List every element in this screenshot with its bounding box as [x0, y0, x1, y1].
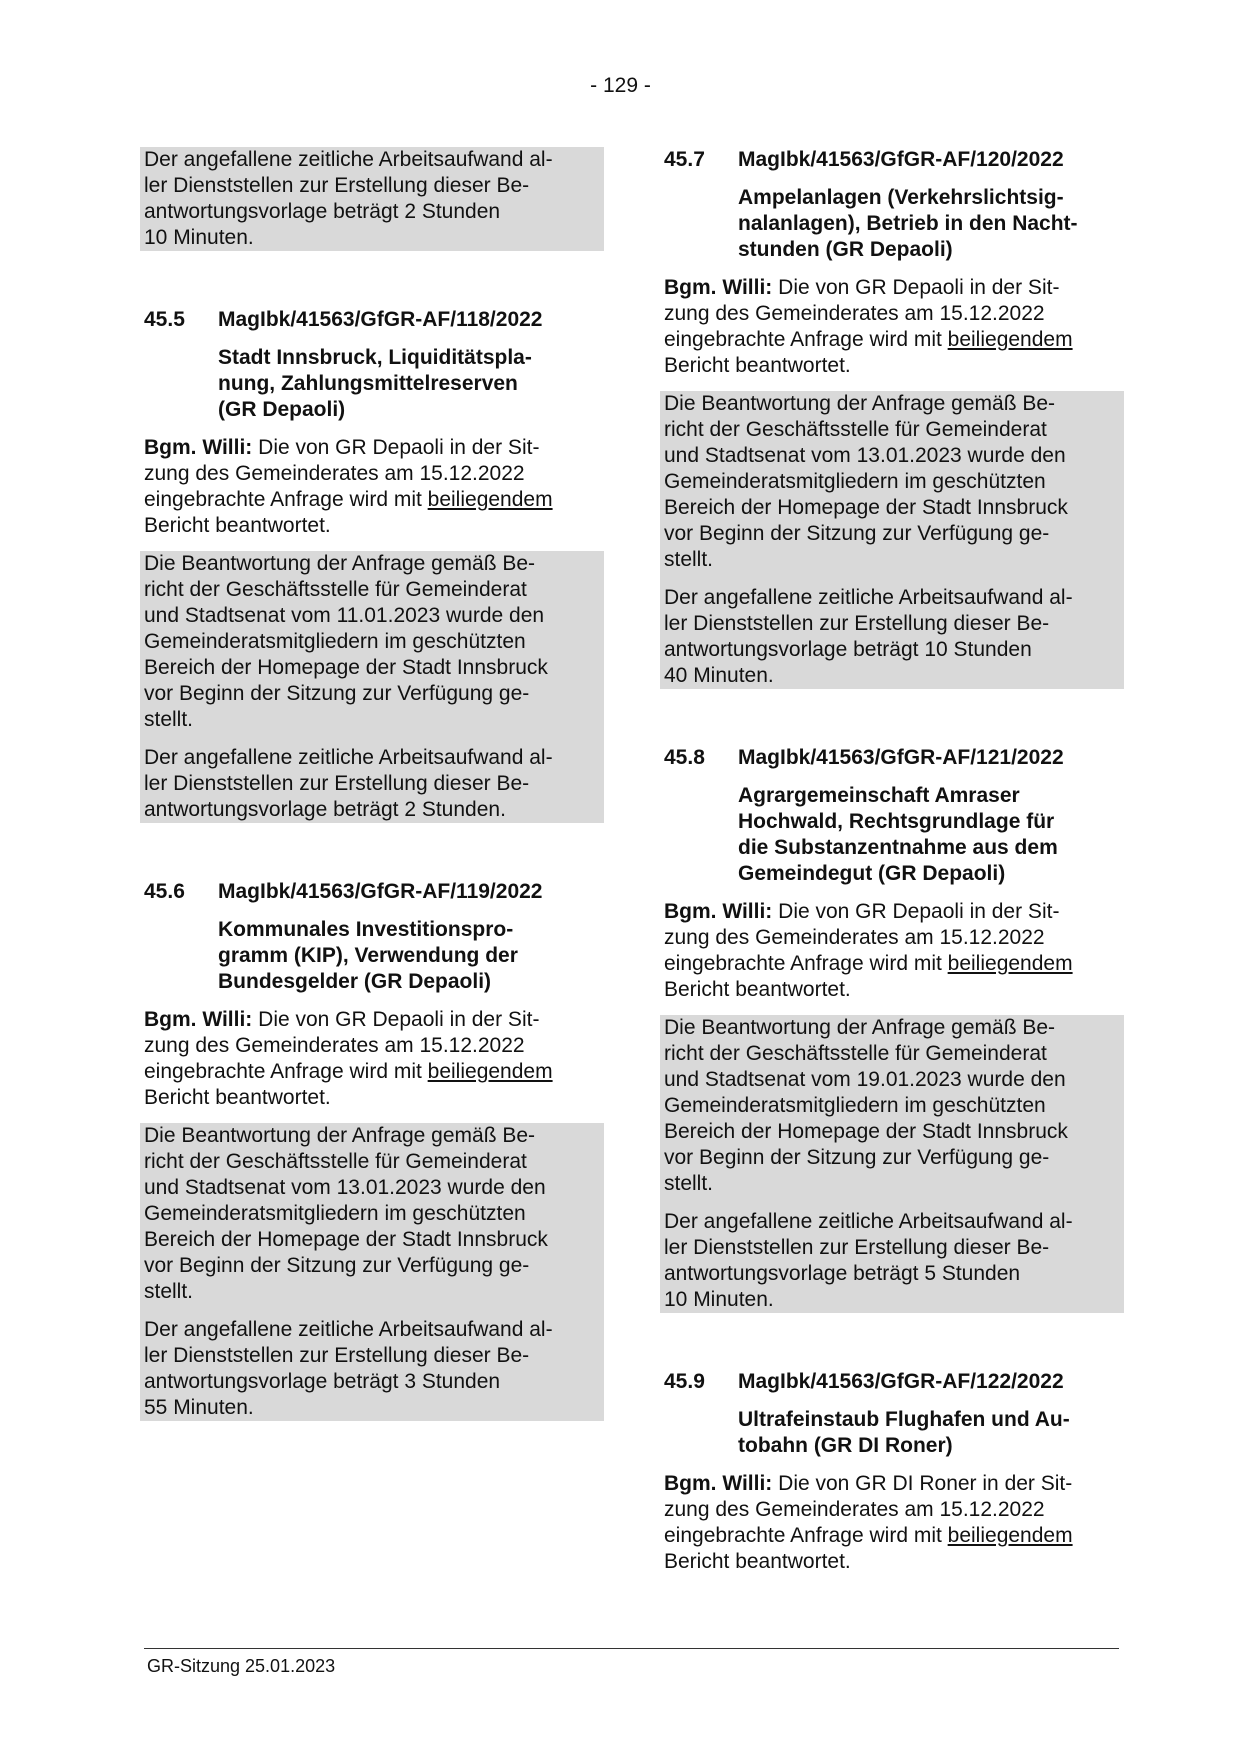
section-title: Ampelanlagen (Verkehrslichtsig- nalanlagen), Betrieb in den Nacht- stunden (GR Depaoli) [738, 186, 1078, 261]
section-effort: Der angefallene zeitliche Arbeitsaufwand al- ler Dienststellen zur Erstellung dieser Be- antwortungsvorlage beträgt 10 Stunden 40 Minuten. [664, 586, 1073, 687]
section-heading [664, 147, 1120, 173]
speaker-label: Bgm. Willi: [664, 1472, 773, 1495]
section-number: 45.5 [144, 308, 185, 331]
section-number: 45.8 [664, 746, 705, 769]
response-text-b: Bericht beantwortet. [144, 1086, 331, 1109]
attachment-link[interactable]: beiliegendem [427, 1060, 553, 1083]
section-note-block [140, 551, 604, 823]
footer-text: GR-Sitzung 25.01.2023 [147, 1656, 336, 1676]
section-note: Die Beantwortung der Anfrage gemäß Be- richt der Geschäftsstelle für Gemeinderat und Stadtsenat vom 13.01.2023 wurde den Gemeinderatsmitgliedern im geschützten Bereich der Homepage der Stadt Innsbruck vor Beginn der Sitzung zur Verfügung ge- stellt. [144, 1124, 548, 1303]
section-note-block [660, 1015, 1124, 1313]
response-text-b: Bericht beantwortet. [664, 354, 851, 377]
section-number: 45.7 [664, 148, 705, 171]
response-text-a: Die von GR DI Roner in der Sit- zung des Gemeinderates am 15.12.2022 eingebrachte Anfrage wird mit [664, 1472, 1073, 1547]
footer-divider [144, 1648, 1119, 1649]
section-response [140, 435, 600, 539]
left-column [144, 147, 600, 1421]
speaker-label: Bgm. Willi: [664, 900, 773, 923]
speaker-label: Bgm. Willi: [664, 276, 773, 299]
response-text-b: Bericht beantwortet. [144, 514, 331, 537]
section-note: Die Beantwortung der Anfrage gemäß Be- richt der Geschäftsstelle für Gemeinderat und Stadtsenat vom 19.01.2023 wurde den Gemeinderatsmitgliedern im geschützten Bereich der Homepage der Stadt Innsbruck vor Beginn der Sitzung zur Verfügung ge- stellt. [664, 1016, 1068, 1195]
section-45-8 [664, 745, 1120, 1313]
section-heading [664, 745, 1120, 771]
attachment-link[interactable]: beiliegendem [947, 1524, 1073, 1547]
lead-effort-block [140, 147, 604, 251]
section-45-7 [664, 147, 1120, 689]
section-note: Die Beantwortung der Anfrage gemäß Be- richt der Geschäftsstelle für Gemeinderat und Stadtsenat vom 11.01.2023 wurde den Gemeinderatsmitgliedern im geschützten Bereich der Homepage der Stadt Innsbruck vor Beginn der Sitzung zur Verfügung ge- stellt. [144, 552, 548, 731]
section-code: MagIbk/41563/GfGR-AF/119/2022 [218, 880, 543, 903]
page-number: - 129 - [590, 74, 651, 97]
section-note: Die Beantwortung der Anfrage gemäß Be- richt der Geschäftsstelle für Gemeinderat und Stadtsenat vom 13.01.2023 wurde den Gemeinderatsmitgliedern im geschützten Bereich der Homepage der Stadt Innsbruck vor Beginn der Sitzung zur Verfügung ge- stellt. [664, 392, 1068, 571]
attachment-link[interactable]: beiliegendem [947, 952, 1073, 975]
section-title: Stadt Innsbruck, Liquiditätspla- nung, Zahlungsmittelreserven (GR Depaoli) [218, 346, 532, 421]
section-number: 45.6 [144, 880, 185, 903]
speaker-label: Bgm. Willi: [144, 436, 253, 459]
section-title: Kommunales Investitionspro- gramm (KIP), Verwendung der Bundesgelder (GR Depaoli) [218, 918, 518, 993]
section-effort: Der angefallene zeitliche Arbeitsaufwand al- ler Dienststellen zur Erstellung dieser Be- antwortungsvorlage beträgt 5 Stunden 10 Minuten. [664, 1210, 1073, 1311]
response-text-a: Die von GR Depaoli in der Sit- zung des Gemeinderates am 15.12.2022 eingebrachte Anfrage wird mit [664, 276, 1060, 351]
section-title: Agrargemeinschaft Amraser Hochwald, Rechtsgrundlage für die Substanzentnahme aus dem Gemeindegut (GR Depaoli) [738, 784, 1058, 885]
lead-effort-text: Der angefallene zeitliche Arbeitsaufwand al- ler Dienststellen zur Erstellung dieser Be- antwortungsvorlage beträgt 2 Stunden 10 Minuten. [144, 148, 553, 249]
section-note-block [140, 1123, 604, 1421]
section-heading [664, 1369, 1120, 1395]
section-note-block [660, 391, 1124, 689]
response-text-a: Die von GR Depaoli in der Sit- zung des Gemeinderates am 15.12.2022 eingebrachte Anfrage wird mit [144, 436, 540, 511]
section-45-9 [664, 1369, 1120, 1575]
attachment-link[interactable]: beiliegendem [947, 328, 1073, 351]
section-heading [144, 879, 600, 905]
section-code: MagIbk/41563/GfGR-AF/121/2022 [738, 746, 1064, 769]
right-column [664, 147, 1120, 1575]
section-response [660, 1471, 1120, 1575]
section-heading [144, 307, 600, 333]
section-code: MagIbk/41563/GfGR-AF/120/2022 [738, 148, 1064, 171]
response-text-a: Die von GR Depaoli in der Sit- zung des Gemeinderates am 15.12.2022 eingebrachte Anfrage wird mit [664, 900, 1060, 975]
section-response [660, 275, 1120, 379]
section-45-5 [144, 307, 600, 823]
section-number: 45.9 [664, 1370, 705, 1393]
section-effort: Der angefallene zeitliche Arbeitsaufwand al- ler Dienststellen zur Erstellung dieser Be- antwortungsvorlage beträgt 3 Stunden 55 Minuten. [144, 1318, 553, 1419]
section-effort: Der angefallene zeitliche Arbeitsaufwand al- ler Dienststellen zur Erstellung dieser Be- antwortungsvorlage beträgt 2 Stunden. [144, 746, 553, 821]
section-code: MagIbk/41563/GfGR-AF/118/2022 [218, 308, 543, 331]
response-text-b: Bericht beantwortet. [664, 978, 851, 1001]
section-response [140, 1007, 600, 1111]
response-text-b: Bericht beantwortet. [664, 1550, 851, 1573]
section-code: MagIbk/41563/GfGR-AF/122/2022 [738, 1370, 1064, 1393]
section-45-6 [144, 879, 600, 1421]
section-title: Ultrafeinstaub Flughafen und Au- tobahn (GR DI Roner) [738, 1408, 1070, 1457]
response-text-a: Die von GR Depaoli in der Sit- zung des Gemeinderates am 15.12.2022 eingebrachte Anfrage wird mit [144, 1008, 540, 1083]
speaker-label: Bgm. Willi: [144, 1008, 253, 1031]
section-response [660, 899, 1120, 1003]
attachment-link[interactable]: beiliegendem [427, 488, 553, 511]
